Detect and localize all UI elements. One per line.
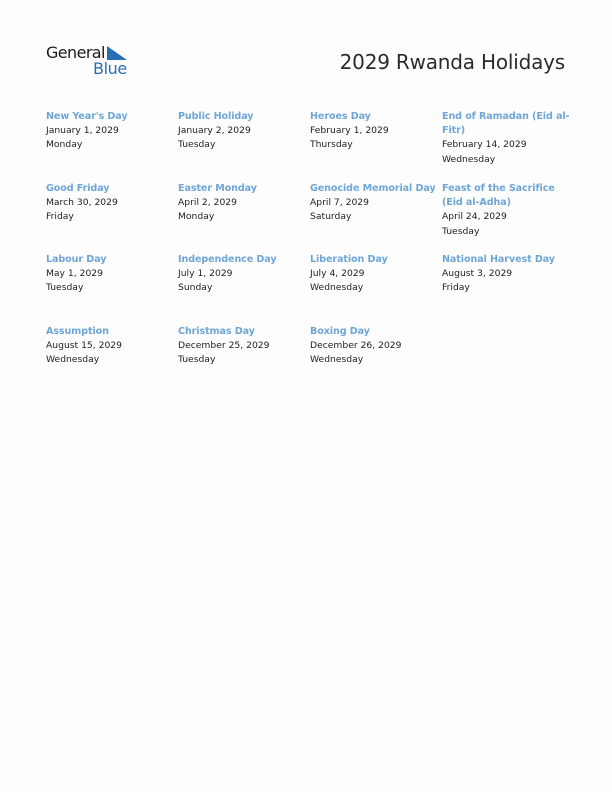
holiday-weekday: Thursday [310, 139, 353, 151]
logo-triangle-icon [107, 46, 127, 60]
holiday-item [310, 182, 442, 253]
holiday-date: March 30, 2029 [46, 197, 118, 209]
holiday-weekday: Tuesday [442, 225, 480, 237]
holiday-item [310, 253, 442, 325]
holiday-name: Public Holiday [178, 111, 254, 122]
holiday-name: Good Friday [46, 183, 110, 194]
holiday-name: Genocide Memorial Day [310, 183, 436, 194]
holiday-date: July 1, 2029 [178, 268, 233, 280]
holiday-name: Christmas Day [178, 326, 255, 337]
holiday-item [442, 182, 576, 253]
holiday-name: Assumption [46, 326, 109, 337]
holiday-date: May 1, 2029 [46, 268, 103, 280]
holiday-name: Liberation Day [310, 254, 388, 265]
holiday-item [178, 110, 310, 182]
holiday-name: Boxing Day [310, 326, 370, 337]
holiday-item [46, 253, 178, 325]
holiday-weekday: Tuesday [46, 282, 84, 294]
holiday-name: Heroes Day [310, 111, 371, 122]
holiday-date: July 4, 2029 [310, 268, 365, 280]
holiday-weekday: Wednesday [46, 354, 100, 366]
holiday-weekday: Friday [442, 282, 470, 294]
holiday-name: Easter Monday [178, 183, 257, 194]
holiday-date: August 15, 2029 [46, 340, 122, 352]
holiday-name: Independence Day [178, 254, 277, 265]
holiday-weekday: Tuesday [178, 354, 216, 366]
holiday-date: January 1, 2029 [46, 125, 119, 137]
holiday-date: December 25, 2029 [178, 340, 270, 352]
holiday-weekday: Sunday [178, 282, 213, 294]
holiday-item [46, 325, 178, 385]
holiday-weekday: Saturday [310, 211, 352, 223]
holiday-weekday: Wednesday [310, 282, 364, 294]
holiday-item [442, 110, 576, 182]
holiday-name: New Year's Day [46, 111, 128, 122]
holiday-item [178, 182, 310, 253]
logo-general-text: General [46, 43, 105, 62]
holiday-name: Feast of the Sacrifice (Eid al-Adha) [442, 183, 555, 209]
holiday-date: December 26, 2029 [310, 340, 402, 352]
logo-blue-text: Blue [93, 59, 127, 78]
general-blue-logo [46, 44, 136, 80]
holiday-weekday: Monday [178, 211, 215, 223]
holiday-item [46, 110, 178, 182]
holiday-weekday: Tuesday [178, 139, 216, 151]
holiday-date: February 1, 2029 [310, 125, 389, 137]
holiday-date: April 24, 2029 [442, 211, 507, 223]
holiday-date: April 2, 2029 [178, 197, 237, 209]
holiday-item [46, 182, 178, 253]
holiday-date: August 3, 2029 [442, 268, 513, 280]
holiday-name: Labour Day [46, 254, 107, 265]
holiday-weekday: Monday [46, 139, 83, 151]
holiday-item [310, 325, 442, 385]
holiday-name: End of Ramadan (Eid al-Fitr) [442, 111, 570, 137]
page-title: 2029 Rwanda Holidays [339, 50, 565, 74]
holiday-item [442, 253, 576, 325]
holiday-item [178, 325, 310, 385]
holiday-grid [46, 110, 576, 385]
holiday-item [178, 253, 310, 325]
holiday-name: National Harvest Day [442, 254, 555, 265]
holiday-weekday: Wednesday [442, 153, 496, 165]
holiday-date: February 14, 2029 [442, 139, 527, 151]
holiday-item [310, 110, 442, 182]
holiday-weekday: Friday [46, 211, 74, 223]
holiday-date: January 2, 2029 [178, 125, 251, 137]
holiday-date: April 7, 2029 [310, 197, 369, 209]
holiday-weekday: Wednesday [310, 354, 364, 366]
